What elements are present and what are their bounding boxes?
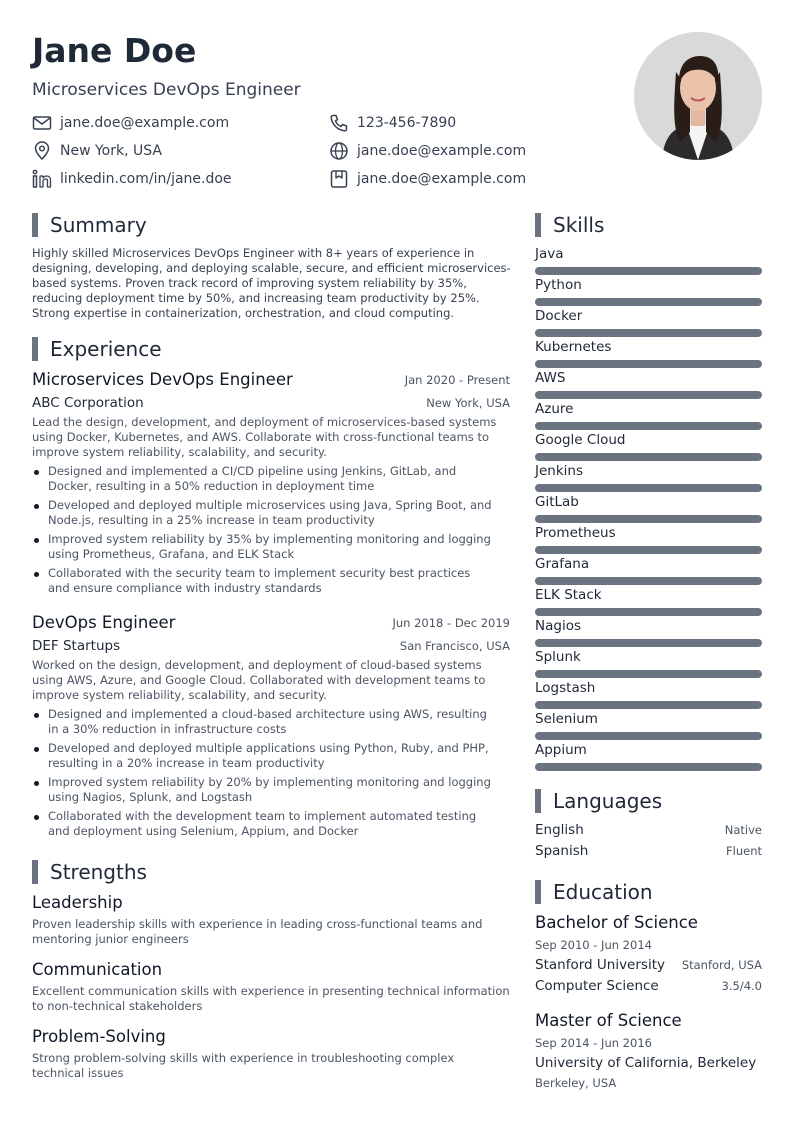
skill-level-bar bbox=[535, 732, 762, 740]
skill-item bbox=[535, 431, 762, 461]
phone-icon bbox=[329, 113, 349, 133]
skill-item bbox=[535, 338, 762, 368]
skill-item bbox=[535, 245, 762, 275]
email-text: jane.doe@example.com bbox=[60, 115, 230, 131]
skill-level-bar bbox=[535, 360, 762, 368]
skill-label: Jenkins bbox=[535, 463, 584, 479]
job-bullets bbox=[32, 707, 494, 843]
job-bullet: Developed and deployed multiple applications using Python, Ruby, and PHP, resulting in a 20% increase in team productivity bbox=[32, 741, 494, 771]
contact-location bbox=[32, 141, 292, 161]
skills-heading bbox=[535, 212, 762, 238]
job-title: Microservices DevOps Engineer bbox=[32, 370, 293, 389]
experience-heading bbox=[32, 336, 332, 362]
skill-level-bar bbox=[535, 453, 762, 461]
strength-title: Communication bbox=[32, 960, 163, 979]
skill-level-bar bbox=[535, 670, 762, 678]
education-heading bbox=[535, 879, 762, 905]
skill-item bbox=[535, 524, 762, 554]
skill-level-bar bbox=[535, 608, 762, 616]
field-row bbox=[535, 977, 762, 997]
education-heading-bar bbox=[535, 880, 541, 904]
job-title: DevOps Engineer bbox=[32, 613, 176, 632]
language-level: Fluent bbox=[726, 844, 762, 858]
school-row bbox=[535, 956, 762, 976]
strength-title: Problem-Solving bbox=[32, 1027, 166, 1046]
summary-heading-bar bbox=[32, 213, 38, 237]
degree-title: Bachelor of Science bbox=[535, 913, 698, 932]
skill-label: Python bbox=[535, 277, 582, 293]
globe-icon bbox=[329, 141, 349, 161]
skills-heading-text: Skills bbox=[553, 213, 605, 237]
job-location: San Francisco, USA bbox=[399, 639, 510, 653]
school-name: University of California, Berkeley bbox=[535, 1055, 757, 1071]
skill-item bbox=[535, 648, 762, 678]
gpa: 3.5/4.0 bbox=[721, 979, 762, 993]
skill-label: Java bbox=[535, 246, 564, 262]
job-bullet: Designed and implemented a CI/CD pipeline using Jenkins, GitLab, and Docker, resulting in a 50% reduction in deployment time bbox=[32, 464, 494, 494]
languages-heading-text: Languages bbox=[553, 789, 663, 813]
skill-label: Appium bbox=[535, 742, 587, 758]
skill-label: GitLab bbox=[535, 494, 579, 510]
strengths-heading bbox=[32, 859, 332, 885]
skill-item bbox=[535, 679, 762, 709]
job-dates: Jan 2020 - Present bbox=[404, 373, 510, 387]
job-bullet: Developed and deployed multiple microservices using Java, Spring Boot, and Node.js, resulting in a 25% increase in team productivity bbox=[32, 498, 494, 528]
skill-level-bar bbox=[535, 515, 762, 523]
skill-item bbox=[535, 617, 762, 647]
language-name: Spanish bbox=[535, 843, 589, 859]
summary-heading-text: Summary bbox=[50, 213, 147, 237]
language-name: English bbox=[535, 822, 584, 838]
strengths-heading-bar bbox=[32, 860, 38, 884]
skill-level-bar bbox=[535, 763, 762, 771]
portfolio-text: jane.doe@example.com bbox=[357, 171, 527, 187]
job-bullets bbox=[32, 464, 494, 600]
job-description: Lead the design, development, and deployment of microservices-based systems using Docker, Kubernetes, and AWS. Collaborate with cross-functional teams to improve system reliability, scalability, and security. bbox=[32, 415, 497, 459]
skill-label: Splunk bbox=[535, 649, 581, 665]
job-bullet: Collaborated with the development team to implement automated testing and deployment using Selenium, Appium, and Docker bbox=[32, 809, 494, 839]
linkedin-text: linkedin.com/in/jane.doe bbox=[60, 171, 232, 187]
skill-item bbox=[535, 586, 762, 616]
skill-item bbox=[535, 741, 762, 771]
skill-level-bar bbox=[535, 267, 762, 275]
contact-linkedin[interactable] bbox=[32, 169, 292, 189]
skill-item bbox=[535, 307, 762, 337]
skill-level-bar bbox=[535, 484, 762, 492]
skill-level-bar bbox=[535, 701, 762, 709]
languages-heading-bar bbox=[535, 789, 541, 813]
website-text: jane.doe@example.com bbox=[357, 143, 527, 159]
skill-level-bar bbox=[535, 422, 762, 430]
job-bullet: Improved system reliability by 35% by implementing monitoring and logging using Prometheus, Grafana, and ELK Stack bbox=[32, 532, 494, 562]
degree-dates: Sep 2010 - Jun 2014 bbox=[535, 938, 652, 952]
profile-photo bbox=[634, 32, 762, 160]
languages-heading bbox=[535, 788, 762, 814]
skills-heading-bar bbox=[535, 213, 541, 237]
experience-heading-text: Experience bbox=[50, 337, 162, 361]
skill-item bbox=[535, 462, 762, 492]
contact-website[interactable] bbox=[329, 141, 549, 161]
skill-level-bar bbox=[535, 639, 762, 647]
skill-label: Selenium bbox=[535, 711, 598, 727]
skill-label: ELK Stack bbox=[535, 587, 602, 603]
skill-label: Grafana bbox=[535, 556, 590, 572]
job-description: Worked on the design, development, and deployment of cloud-based systems using AWS, Azure, and Google Cloud. Collaborated with development teams to improve system reliability, scalability, and security. bbox=[32, 658, 486, 702]
profile-photo-image bbox=[634, 32, 762, 160]
summary-heading bbox=[32, 212, 332, 238]
skill-item bbox=[535, 493, 762, 523]
skill-label: Nagios bbox=[535, 618, 581, 634]
skill-item bbox=[535, 555, 762, 585]
candidate-title: Microservices DevOps Engineer bbox=[32, 80, 301, 100]
field-of-study: Computer Science bbox=[535, 978, 659, 994]
skill-level-bar bbox=[535, 577, 762, 585]
skill-label: AWS bbox=[535, 370, 566, 386]
strengths-heading-text: Strengths bbox=[50, 860, 147, 884]
contact-email[interactable] bbox=[32, 113, 292, 133]
contact-phone[interactable] bbox=[329, 113, 549, 133]
job-company: ABC Corporation bbox=[32, 395, 144, 411]
skill-label: Azure bbox=[535, 401, 574, 417]
skill-label: Docker bbox=[535, 308, 583, 324]
skill-label: Kubernetes bbox=[535, 339, 612, 355]
skill-level-bar bbox=[535, 391, 762, 399]
map-pin-icon bbox=[32, 141, 52, 161]
strength-text: Strong problem-solving skills with experience in troubleshooting complex technical issues bbox=[32, 1051, 455, 1080]
job-company: DEF Startups bbox=[32, 638, 121, 654]
skill-item bbox=[535, 369, 762, 399]
contact-portfolio[interactable] bbox=[329, 169, 549, 189]
job-bullet: Designed and implemented a cloud-based architecture using AWS, resulting in a 30% reduction in infrastructure costs bbox=[32, 707, 494, 737]
summary-text: Highly skilled Microservices DevOps Engineer with 8+ years of experience in designing, developing, and deploying scalable, secure, and efficient microservices-based systems. Proven track record of improving system reliability by 35%, reducing deployment time by 50%, and increasing team productivity by 25%. Strong expertise in containerization, orchestration, and cloud computing. bbox=[32, 246, 511, 320]
education-heading-text: Education bbox=[553, 880, 653, 904]
job-bullet: Collaborated with the security team to implement security best practices and ensure compliance with industry standards bbox=[32, 566, 494, 596]
degree-title: Master of Science bbox=[535, 1011, 682, 1030]
strength-text: Excellent communication skills with experience in presenting technical information to non-technical stakeholders bbox=[32, 984, 510, 1013]
skill-label: Prometheus bbox=[535, 525, 616, 541]
bookmark-icon bbox=[329, 169, 349, 189]
skill-level-bar bbox=[535, 546, 762, 554]
experience-heading-bar bbox=[32, 337, 38, 361]
job-bullet: Improved system reliability by 20% by implementing monitoring and logging using Nagios, Splunk, and Logstash bbox=[32, 775, 494, 805]
school-location: Berkeley, USA bbox=[535, 1076, 617, 1090]
strength-text: Proven leadership skills with experience in leading cross-functional teams and mentoring junior engineers bbox=[32, 917, 483, 946]
skill-level-bar bbox=[535, 329, 762, 337]
location-text: New York, USA bbox=[60, 143, 162, 159]
school-location: Stanford, USA bbox=[681, 958, 762, 972]
phone-text: 123-456-7890 bbox=[357, 115, 457, 131]
language-row bbox=[535, 842, 762, 862]
language-row bbox=[535, 821, 762, 841]
degree-dates: Sep 2014 - Jun 2016 bbox=[535, 1036, 652, 1050]
skill-label: Google Cloud bbox=[535, 432, 626, 448]
skill-item bbox=[535, 400, 762, 430]
school-name: Stanford University bbox=[535, 957, 665, 973]
skill-label: Logstash bbox=[535, 680, 596, 696]
skill-level-bar bbox=[535, 298, 762, 306]
job-location: New York, USA bbox=[426, 396, 510, 410]
skill-item bbox=[535, 276, 762, 306]
linkedin-icon bbox=[32, 169, 52, 189]
strength-title: Leadership bbox=[32, 893, 123, 912]
language-level: Native bbox=[724, 823, 762, 837]
skill-item bbox=[535, 710, 762, 740]
job-dates: Jun 2018 - Dec 2019 bbox=[392, 616, 510, 630]
email-icon bbox=[32, 113, 52, 133]
candidate-name: Jane Doe bbox=[32, 31, 197, 70]
